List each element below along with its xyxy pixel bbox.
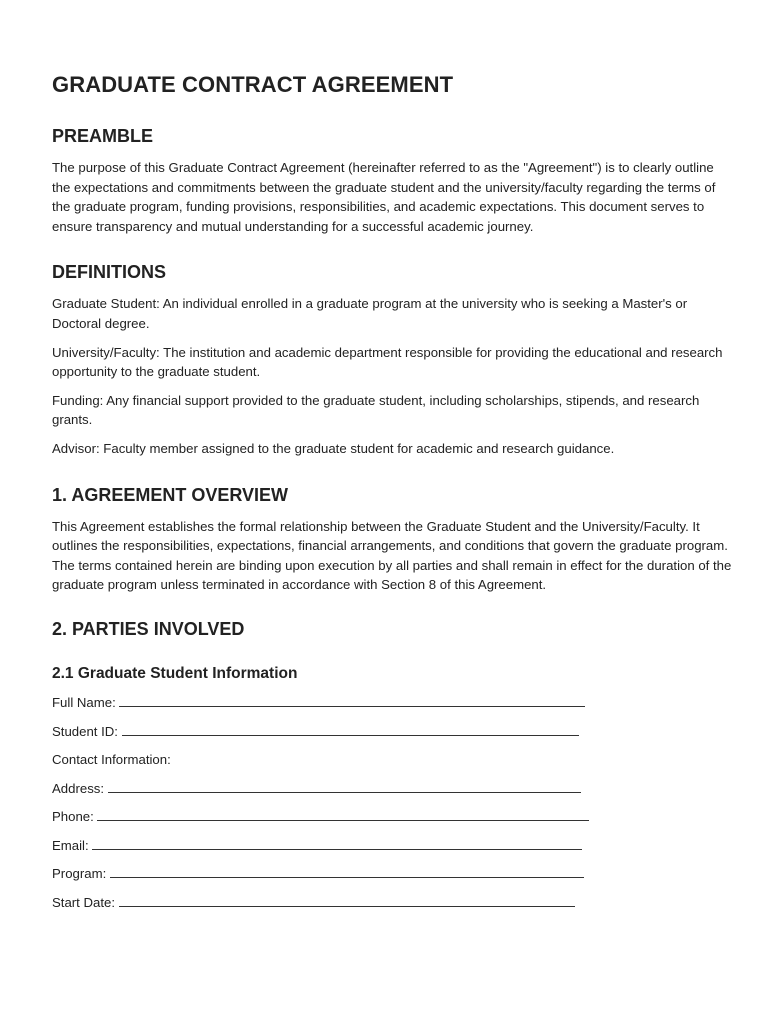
start-date-blank[interactable] bbox=[119, 894, 575, 907]
definition-university-faculty: University/Faculty: The institution and academic department responsible for providing the educational and research opportunity to the graduate student. bbox=[52, 344, 723, 380]
email-label: Email: bbox=[52, 837, 89, 853]
full-name-blank[interactable] bbox=[119, 694, 585, 707]
document-title: GRADUATE CONTRACT AGREEMENT bbox=[52, 72, 454, 97]
student-info-heading: 2.1 Graduate Student Information bbox=[52, 664, 298, 682]
definition-funding: Funding: Any financial support provided to the graduate student, including scholarships, stipends, and research grants. bbox=[52, 392, 700, 428]
program-blank[interactable] bbox=[110, 865, 584, 878]
agreement-overview-heading: 1. AGREEMENT OVERVIEW bbox=[52, 484, 289, 505]
phone-blank[interactable] bbox=[97, 808, 589, 821]
document-page bbox=[52, 70, 732, 913]
start-date-label: Start Date: bbox=[52, 895, 116, 911]
address-label: Address: bbox=[52, 780, 105, 796]
start-date-field[interactable] bbox=[52, 893, 732, 913]
program-field[interactable] bbox=[52, 864, 732, 884]
address-field[interactable] bbox=[52, 779, 732, 799]
student-id-label: Student ID: bbox=[52, 723, 118, 739]
definition-advisor: Advisor: Faculty member assigned to the graduate student for academic and research guidance. bbox=[52, 440, 615, 456]
email-blank[interactable] bbox=[92, 837, 582, 850]
full-name-label: Full Name: bbox=[52, 694, 116, 710]
parties-heading: 2. PARTIES INVOLVED bbox=[52, 618, 245, 639]
full-name-field[interactable] bbox=[52, 693, 732, 713]
phone-field[interactable] bbox=[52, 807, 732, 827]
student-id-blank[interactable] bbox=[122, 723, 579, 736]
preamble-text: The purpose of this Graduate Contract Agreement (hereinafter referred to as the "Agreement") is to clearly outline the expectations and commitments between the graduate student and the university/faculty regarding the terms of the graduate program, funding provisions, responsibilities, and academic expectations. This document serves to ensure transparency and mutual understanding for a successful academic journey. bbox=[52, 160, 716, 234]
address-blank[interactable] bbox=[108, 780, 581, 793]
contact-info-line bbox=[52, 750, 732, 770]
contact-info-label: Contact Information: bbox=[52, 752, 171, 768]
email-field[interactable] bbox=[52, 836, 732, 856]
preamble-heading: PREAMBLE bbox=[52, 126, 154, 146]
phone-label: Phone: bbox=[52, 809, 94, 825]
agreement-overview-text: This Agreement establishes the formal relationship between the Graduate Student and the University/Faculty. It outlines the responsibilities, expectations, financial arrangements, and conditions that govern the graduate program. The terms contained herein are binding upon execution by all parties and shall remain in effect for the duration of the graduate program unless terminated in accordance with Section 8 of this Agreement. bbox=[52, 518, 732, 593]
student-id-field[interactable] bbox=[52, 722, 732, 742]
definitions-heading: DEFINITIONS bbox=[52, 262, 167, 283]
definition-graduate-student: Graduate Student: An individual enrolled in a graduate program at the university who is seeking a Master's or Doctoral degree. bbox=[52, 296, 688, 331]
program-label: Program: bbox=[52, 866, 107, 882]
